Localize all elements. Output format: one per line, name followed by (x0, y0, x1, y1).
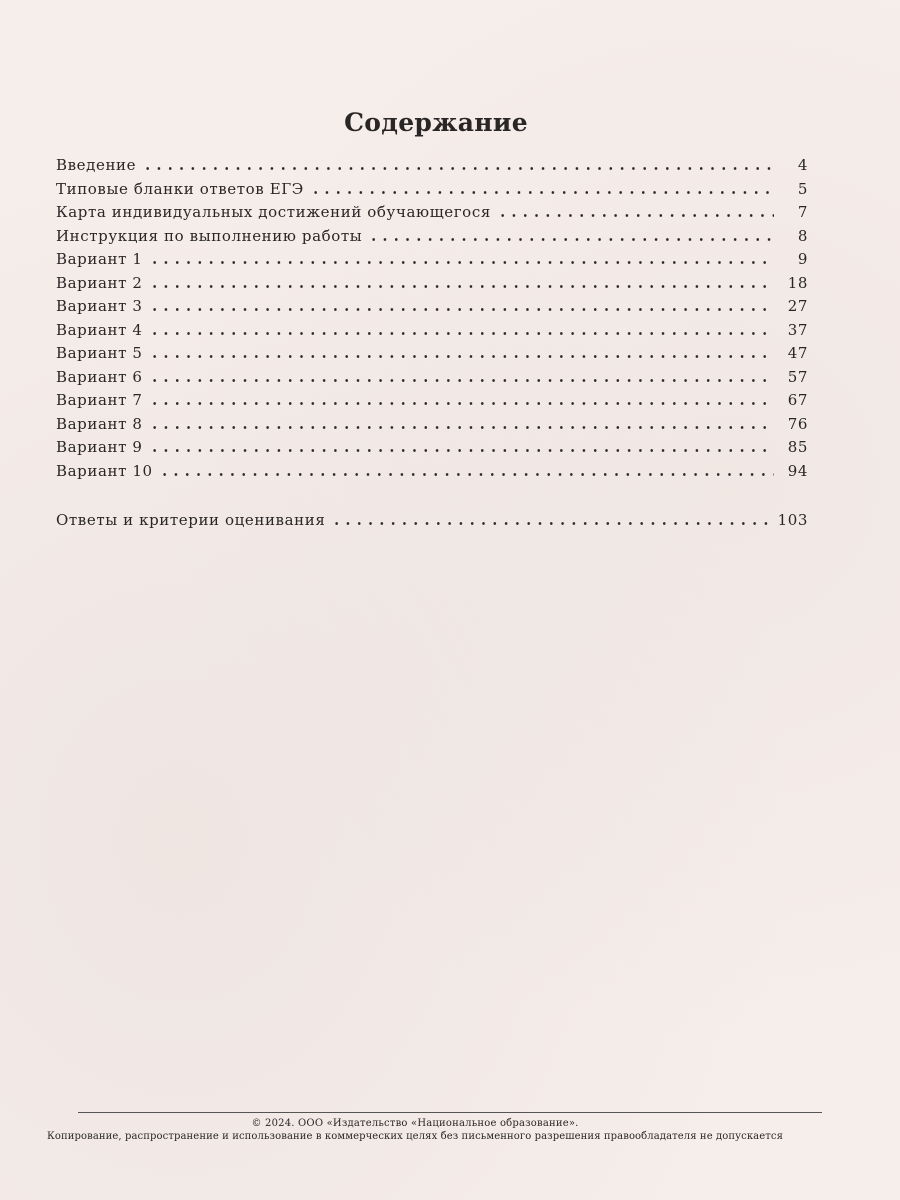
toc-entry-page: 9 (797, 250, 808, 268)
toc-dot-leader (331, 522, 769, 525)
toc-entry-page: 5 (797, 179, 808, 198)
toc-dot-leader (149, 261, 774, 264)
toc-entry (56, 203, 808, 227)
toc-entry (56, 368, 808, 392)
toc-spacer (56, 485, 808, 511)
toc-dot-leader (149, 402, 774, 405)
toc-dot-leader (310, 191, 774, 194)
toc-entry-page: 85 (787, 438, 808, 456)
toc-entry-page: 94 (787, 461, 808, 480)
toc-entry-label: Вариант 7 (56, 391, 143, 409)
toc-entry (56, 344, 808, 368)
toc-entry (56, 180, 808, 204)
toc-dot-leader (149, 379, 774, 382)
toc-dot-leader (368, 238, 774, 241)
toc-entry-label: Ответы и критерии оценивания (56, 511, 326, 529)
toc-entry-page: 47 (787, 344, 808, 362)
toc-entry-label: Инструкция по выполнению работы (56, 226, 363, 245)
toc-entry-label: Вариант 10 (56, 461, 153, 480)
toc-entry (56, 321, 808, 345)
toc-entry (56, 438, 808, 462)
toc-entry (56, 250, 808, 274)
toc-entry-page: 76 (787, 414, 808, 433)
toc-entry-label: Вариант 4 (56, 320, 143, 339)
toc-entry-page: 7 (797, 203, 808, 221)
toc-entry-label: Вариант 9 (56, 438, 143, 456)
toc-entry-label: Вариант 3 (56, 297, 143, 315)
toc-entry-page: 8 (797, 226, 808, 245)
toc-entry-page: 37 (787, 320, 808, 339)
toc-entry-label: Вариант 6 (56, 367, 143, 386)
toc-dot-leader (149, 449, 774, 452)
toc-entry-label: Вариант 2 (56, 273, 143, 292)
toc-entry-page: 103 (777, 511, 808, 529)
table-of-contents (56, 156, 808, 535)
toc-entry (56, 511, 808, 535)
toc-entry-label: Вариант 8 (56, 414, 143, 433)
toc-dot-leader (159, 473, 774, 476)
toc-entry-label: Вариант 1 (56, 250, 143, 268)
toc-entry-page: 67 (787, 391, 808, 409)
toc-entry-page: 27 (787, 297, 808, 315)
toc-entry-page: 57 (787, 367, 808, 386)
toc-dot-leader (149, 308, 774, 311)
toc-entry (56, 227, 808, 251)
toc-dot-leader (142, 167, 774, 170)
toc-dot-leader (149, 285, 774, 288)
toc-entry-label: Вариант 5 (56, 344, 143, 362)
page-title: Содержание (344, 108, 528, 137)
footer-divider (78, 1112, 822, 1113)
toc-dot-leader (149, 355, 774, 358)
toc-entry (56, 297, 808, 321)
toc-entry-label: Введение (56, 156, 137, 174)
footer-notice: Копирование, распространение и использование в коммерческих целях без письменного разрешения правообладателя не допускается (46, 1131, 783, 1142)
toc-entry-page: 4 (797, 156, 808, 174)
toc-entry (56, 415, 808, 439)
toc-entry-label: Карта индивидуальных достижений обучающегося (56, 203, 491, 221)
toc-entry-label: Типовые бланки ответов ЕГЭ (56, 179, 304, 198)
toc-entry (56, 391, 808, 415)
toc-dot-leader (149, 332, 774, 335)
toc-entry-page: 18 (787, 273, 808, 292)
toc-entry (56, 274, 808, 298)
footer-copyright: © 2024. ООО «Издательство «Национальное образование». (251, 1118, 579, 1129)
toc-dot-leader (149, 426, 774, 429)
toc-entry (56, 462, 808, 486)
toc-dot-leader (497, 214, 774, 217)
toc-entry (56, 156, 808, 180)
